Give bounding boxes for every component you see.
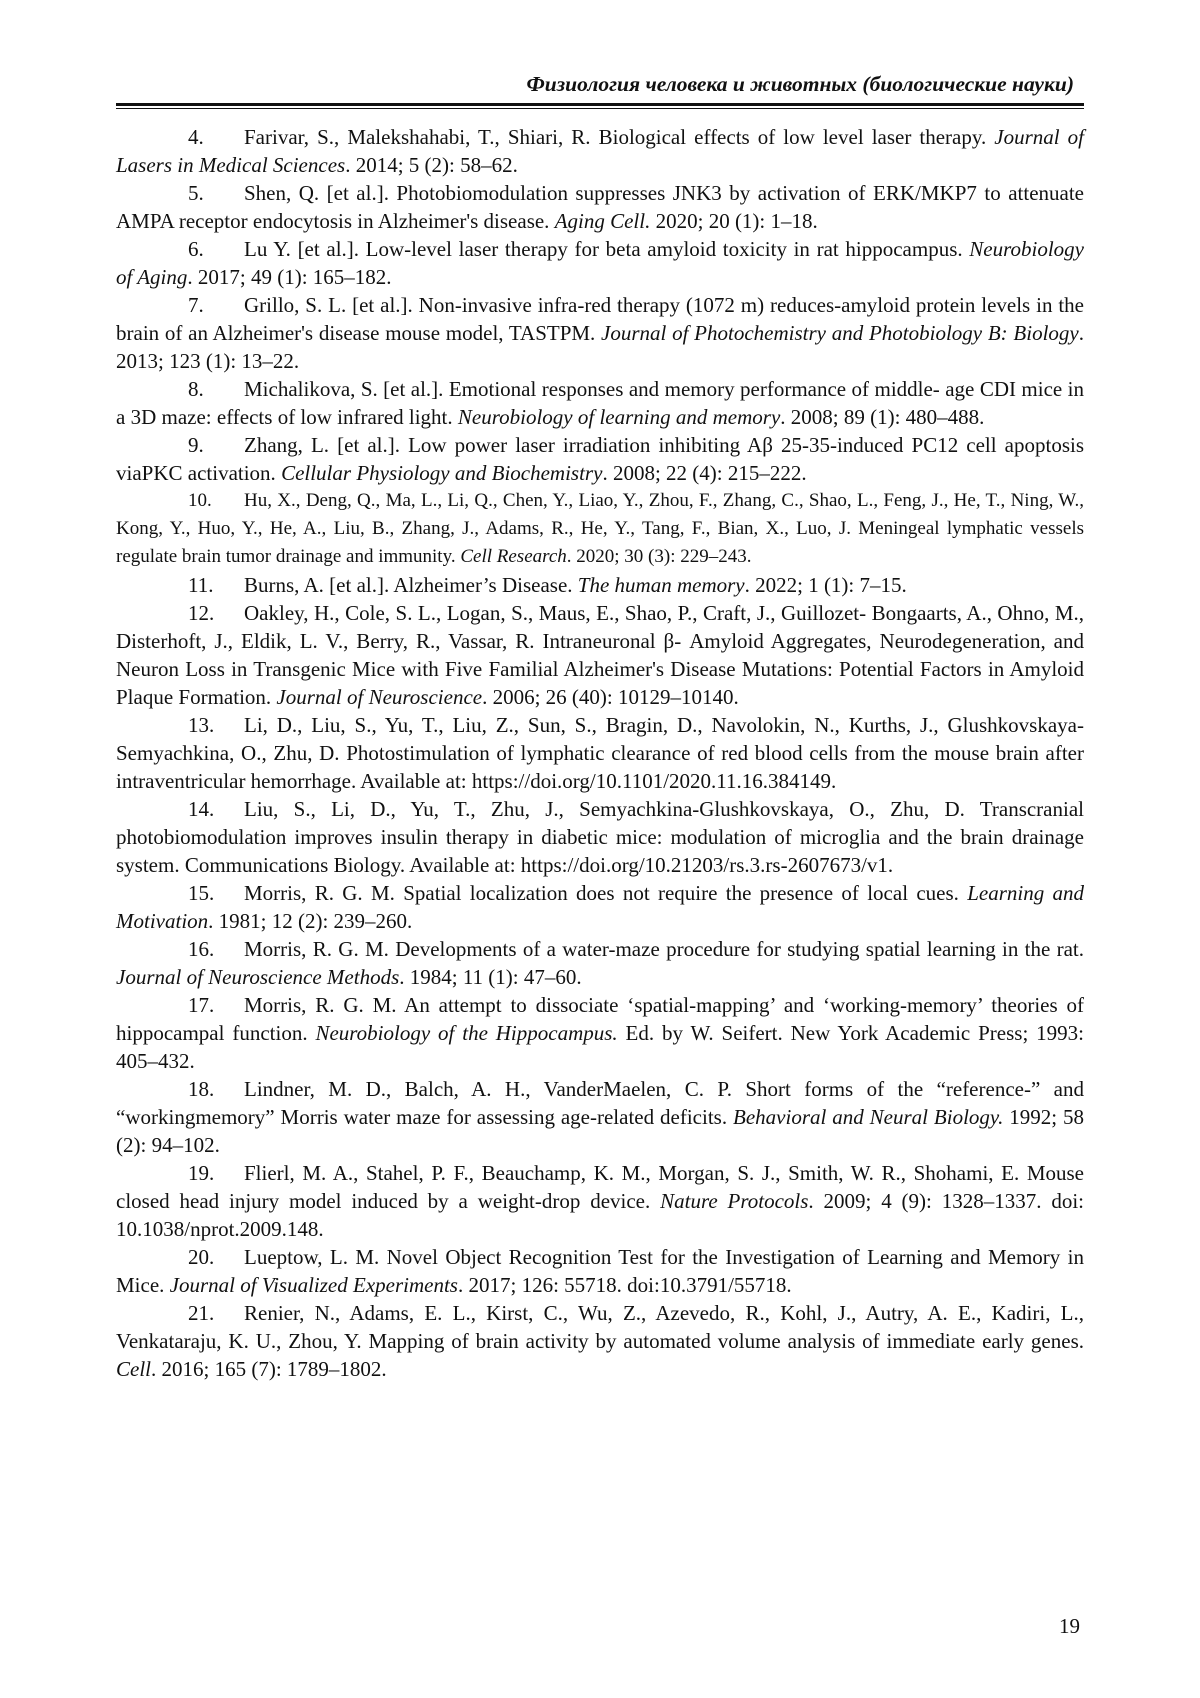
- reference-text: Renier, N., Adams, E. L., Kirst, C., Wu, Z., Azevedo, R., Kohl, J., Autry, A. E., Kadiri, L., Venkataraju, K. U., Zhou, Y. Mapping of brain activity by automated volume analysis of immediate early genes.: [116, 1301, 1084, 1353]
- reference-venue: Cell Research: [460, 546, 567, 567]
- reference-details: . 2022; 1 (1): 7–15.: [744, 573, 907, 597]
- reference-text: Liu, S., Li, D., Yu, T., Zhu, J., Semyachkina-Glushkovskaya, O., Zhu, D. Transcranial photobiomodulation improves insulin therapy in diabetic mice: modulation of microglia and the brain drainage system. Communications Biology. Available at: https://doi.org/10.21203/rs.3.rs-2607673/v1.: [116, 797, 1084, 877]
- reference-number: 9.: [188, 433, 204, 457]
- page-number: 19: [1059, 1614, 1080, 1638]
- reference-venue: Neurobiology of the Hippocampus.: [315, 1021, 618, 1045]
- reference-venue: Journal of Photochemistry and Photobiology B: Biology: [601, 321, 1079, 345]
- reference-text: Lueptow, L. M. Novel Object Recognition Test for the Investigation of Learning and Memory in Mice.: [116, 1245, 1084, 1297]
- reference-item-18: [116, 1075, 1084, 1159]
- reference-item-9: [116, 431, 1084, 487]
- reference-item-8: [116, 375, 1084, 431]
- reference-details: Ed. by W. Seifert. New York Academic Press; 1993: 405–432.: [116, 1021, 1085, 1073]
- reference-number: 21.: [188, 1301, 215, 1325]
- reference-details: . 2014; 5 (2): 58–62.: [345, 153, 518, 177]
- reference-list: [116, 123, 1084, 1383]
- reference-number: 12.: [188, 601, 215, 625]
- reference-venue: Cell: [116, 1357, 151, 1381]
- reference-item-14: [116, 795, 1084, 879]
- reference-number: 14.: [188, 797, 215, 821]
- reference-item-11: [116, 571, 1084, 599]
- reference-item-16: [116, 935, 1084, 991]
- reference-item-6: [116, 235, 1084, 291]
- reference-details: . 2017; 49 (1): 165–182.: [187, 265, 392, 289]
- reference-venue: Nature Protocols: [660, 1189, 809, 1213]
- reference-details: . 2006; 26 (40): 10129–10140.: [482, 685, 739, 709]
- header-divider: [116, 103, 1084, 109]
- reference-number: 16.: [188, 937, 215, 961]
- reference-item-5: [116, 179, 1084, 235]
- reference-venue: Cellular Physiology and Biochemistry: [281, 461, 603, 485]
- reference-venue: Aging Cell.: [554, 209, 651, 233]
- reference-text: Shen, Q. [et al.]. Photobiomodulation suppresses JNK3 by activation of ERK/MKP7 to attenuate AMPA receptor endocytosis in Alzheimer's disease.: [116, 181, 1084, 233]
- reference-venue: Journal of Neuroscience Methods: [116, 965, 400, 989]
- reference-text: Hu, X., Deng, Q., Ma, L., Li, Q., Chen, Y., Liao, Y., Zhou, F., Zhang, C., Shao, L., Feng, J., He, T., Ning, W., Kong, Y., Huo, Y., He, A., Liu, B., Zhang, J., Adams, R., He, Y., Tang, F., Bian, X., Luo, J. Meningeal lymphatic vessels regulate brain tumor drainage and immunity.: [116, 490, 1084, 567]
- reference-text: Morris, R. G. M. Developments of a water-maze procedure for studying spatial learning in the rat.: [244, 937, 1084, 961]
- reference-text: Farivar, S., Malekshahabi, T., Shiari, R. Biological effects of low level laser therapy.: [244, 125, 995, 149]
- reference-details: . 2017; 126: 55718. doi:10.3791/55718.: [457, 1273, 792, 1297]
- reference-text: Oakley, H., Cole, S. L., Logan, S., Maus, E., Shao, P., Craft, J., Guillozet- Bongaarts, A., Ohno, M., Disterhoft, J., Eldik, L. V., Berry, R., Vassar, R. Intraneuronal β- Amyloid Aggregates, Neurodegeneration, and Neuron Loss in Transgenic Mice with Five Familial Alzheimer's Disease Mutations: Potential Factors in Amyloid Plaque Formation.: [116, 601, 1084, 709]
- reference-venue: Learning and Motivation: [116, 881, 1084, 933]
- reference-number: 4.: [188, 125, 204, 149]
- reference-item-19: [116, 1159, 1084, 1243]
- running-header: [116, 70, 1084, 109]
- reference-number: 8.: [188, 377, 204, 401]
- reference-venue: The human memory: [577, 573, 745, 597]
- reference-details: . 2008; 89 (1): 480–488.: [780, 405, 985, 429]
- reference-item-4: [116, 123, 1084, 179]
- reference-details: . 2013; 123 (1): 13–22.: [116, 321, 1084, 373]
- reference-venue: Neurobiology of learning and memory: [457, 405, 781, 429]
- reference-details: 2020; 20 (1): 1–18.: [650, 209, 818, 233]
- journal-section-title: Физиология человека и животных (биологические науки): [526, 72, 1074, 96]
- reference-number: 6.: [188, 237, 204, 261]
- reference-details: . 2020; 30 (3): 229–243.: [566, 546, 752, 567]
- reference-number: 7.: [188, 293, 204, 317]
- reference-text: Grillo, S. L. [et al.]. Non-invasive infra-red therapy (1072 m) reduces-amyloid protein levels in the brain of an Alzheimer's disease mouse model, TASTPM.: [116, 293, 1084, 345]
- reference-item-17: [116, 991, 1084, 1075]
- reference-number: 10.: [188, 490, 212, 511]
- reference-venue: Journal of Lasers in Medical Sciences: [116, 125, 1084, 177]
- reference-venue: Neurobiology of Aging: [116, 237, 1084, 289]
- reference-text: Lu Y. [et al.]. Low-level laser therapy for beta amyloid toxicity in rat hippocampus.: [244, 237, 970, 261]
- reference-details: . 2008; 22 (4): 215–222.: [602, 461, 807, 485]
- reference-number: 19.: [188, 1161, 215, 1185]
- reference-number: 18.: [188, 1077, 215, 1101]
- reference-number: 13.: [188, 713, 215, 737]
- reference-item-20: [116, 1243, 1084, 1299]
- reference-text: Morris, R. G. M. An attempt to dissociate ‘spatial-mapping’ and ‘working-memory’ theories of hippocampal function.: [116, 993, 1084, 1045]
- reference-item-10: [116, 487, 1084, 571]
- reference-text: Lindner, M. D., Balch, A. H., VanderMaelen, C. P. Short forms of the “reference-” and “workingmemory” Morris water maze for assessing age-related deficits.: [116, 1077, 1084, 1129]
- reference-details: . 1981; 12 (2): 239–260.: [208, 909, 413, 933]
- reference-number: 11.: [188, 573, 214, 597]
- reference-item-13: [116, 711, 1084, 795]
- reference-number: 17.: [188, 993, 215, 1017]
- reference-text: Flierl, M. A., Stahel, P. F., Beauchamp, K. M., Morgan, S. J., Smith, W. R., Shohami, E. Mouse closed head injury model induced by a weight-drop device.: [116, 1161, 1084, 1213]
- reference-text: Morris, R. G. M. Spatial localization does not require the presence of local cues.: [244, 881, 968, 905]
- reference-text: Li, D., Liu, S., Yu, T., Liu, Z., Sun, S., Bragin, D., Navolokin, N., Kurths, J., Glushkovskaya-Semyachkina, O., Zhu, D. Photostimulation of lymphatic clearance of red blood cells from the mouse brain after intraventricular hemorrhage. Available at: https://doi.org/10.1101/2020.11.16.384149.: [116, 713, 1084, 793]
- reference-item-15: [116, 879, 1084, 935]
- reference-number: 20.: [188, 1245, 215, 1269]
- reference-item-21: [116, 1299, 1084, 1383]
- reference-venue: Behavioral and Neural Biology.: [733, 1105, 1004, 1129]
- reference-venue: Journal of Neuroscience: [276, 685, 483, 709]
- reference-text: Burns, A. [et al.]. Alzheimer’s Disease.: [244, 573, 578, 597]
- reference-details: 1992; 58 (2): 94–102.: [116, 1105, 1084, 1157]
- reference-details: . 2009; 4 (9): 1328–1337. doi: 10.1038/nprot.2009.148.: [116, 1189, 1084, 1241]
- reference-details: . 2016; 165 (7): 1789–1802.: [151, 1357, 387, 1381]
- reference-number: 15.: [188, 881, 215, 905]
- reference-details: . 1984; 11 (1): 47–60.: [399, 965, 582, 989]
- reference-item-7: [116, 291, 1084, 375]
- reference-item-12: [116, 599, 1084, 711]
- reference-text: Zhang, L. [et al.]. Low power laser irradiation inhibiting Aβ 25-35-induced PC12 cell apoptosis viaPKC activation.: [116, 433, 1084, 485]
- reference-text: Michalikova, S. [et al.]. Emotional responses and memory performance of middle- age CDI mice in a 3D maze: effects of low infrared light.: [116, 377, 1084, 429]
- reference-number: 5.: [188, 181, 204, 205]
- reference-venue: Journal of Visualized Experiments: [169, 1273, 458, 1297]
